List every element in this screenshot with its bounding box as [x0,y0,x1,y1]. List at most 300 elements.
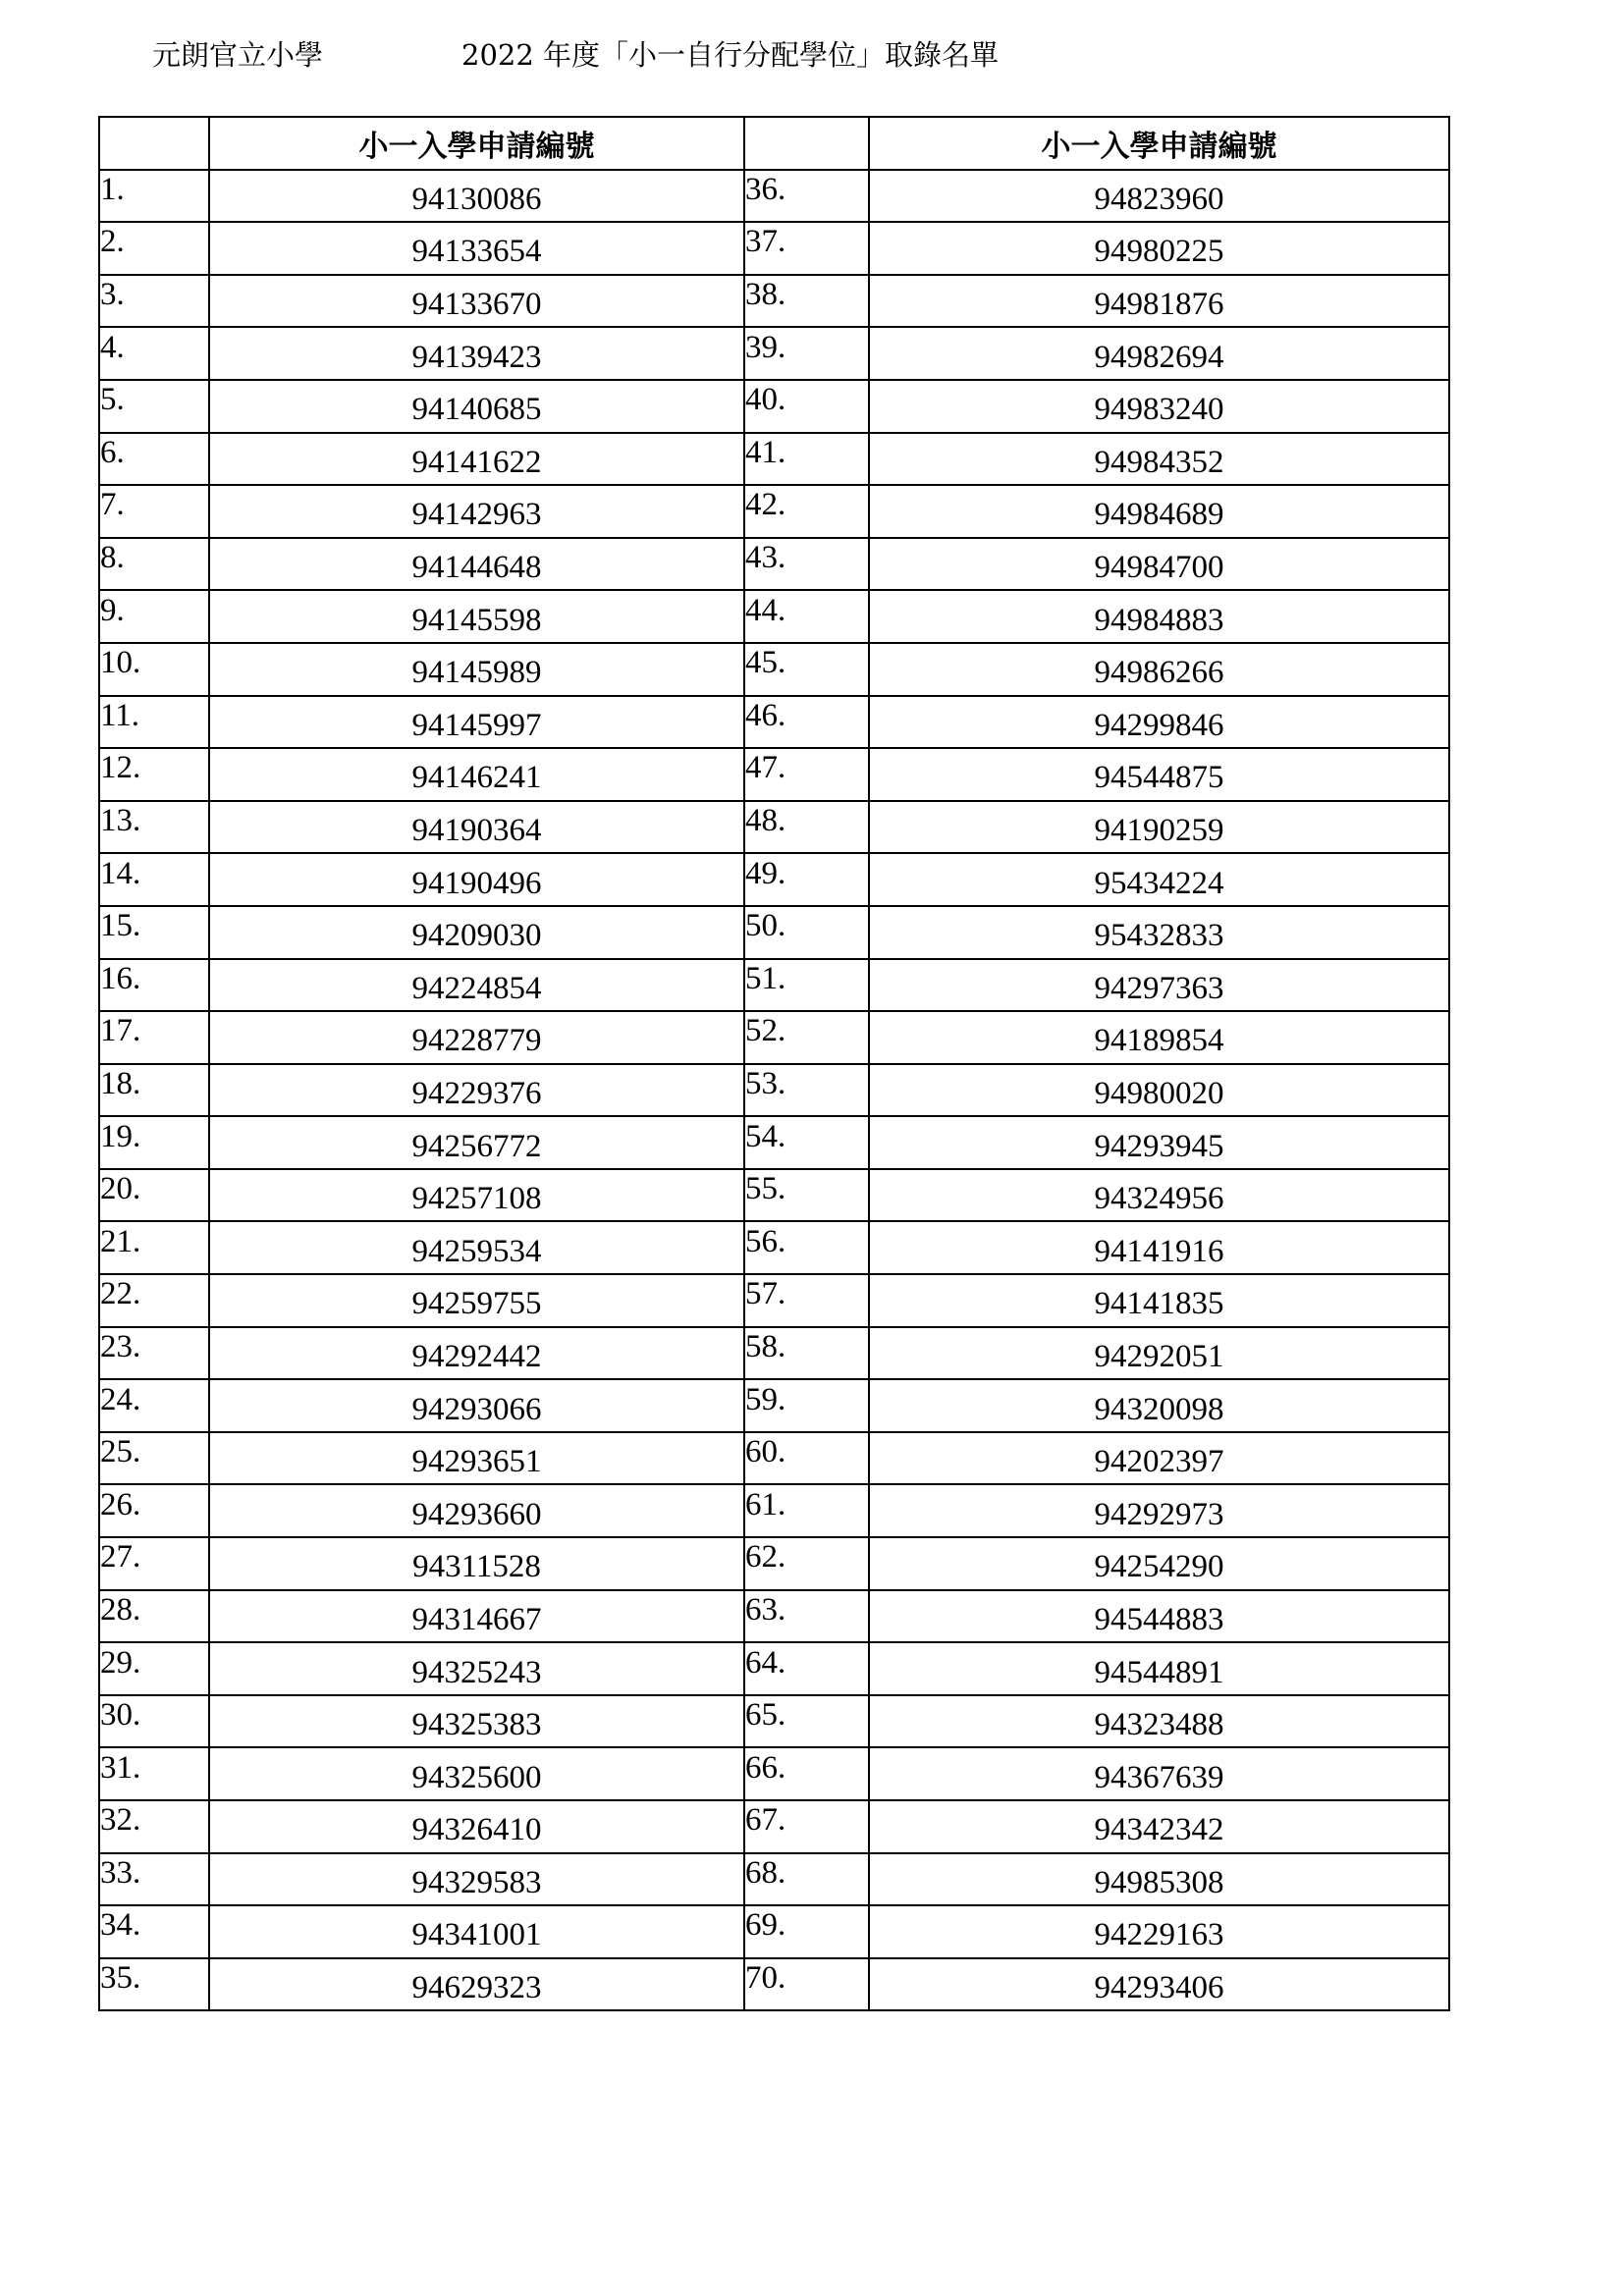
table-row [99,1484,1449,1537]
row-number-cell [99,1747,209,1800]
row-number-cell [744,1905,869,1958]
table-row [99,853,1449,906]
document-title: 2022 年度「小一自行分配學位」取錄名單 [461,38,1000,72]
row-number: 20. [100,1171,141,1207]
application-number-cell [869,1379,1449,1432]
application-number: 94980225 [1094,234,1224,270]
application-number-cell [209,643,744,696]
row-number: 29. [100,1644,141,1681]
application-number: 94983240 [1094,392,1224,428]
row-number-cell [99,748,209,801]
row-number-cell [99,1274,209,1327]
row-number: 54. [745,1118,786,1154]
application-number: 94342342 [1094,1812,1224,1848]
row-number: 42. [745,487,786,523]
row-number-cell [744,1169,869,1222]
table-row [99,643,1449,696]
row-number-cell [744,1274,869,1327]
row-number: 34. [100,1907,141,1944]
row-number-cell [99,275,209,328]
school-name: 元朗官立小學 [152,38,324,72]
application-number-cell [869,1800,1449,1853]
application-number: 94984689 [1094,497,1224,533]
application-number: 94259534 [411,1233,542,1269]
row-number-cell [99,801,209,854]
application-number: 94341001 [411,1917,542,1953]
row-number: 31. [100,1749,141,1786]
table-row [99,1695,1449,1748]
row-number: 36. [745,171,786,207]
application-number: 94141916 [1094,1233,1224,1269]
application-number: 94326410 [411,1812,542,1848]
row-number-cell [99,170,209,223]
application-number: 94297363 [1094,970,1224,1006]
row-number-cell [99,1169,209,1222]
row-number: 35. [100,1960,141,1997]
row-number-cell [744,801,869,854]
row-number-cell [744,1853,869,1906]
application-number-cell [869,748,1449,801]
row-number: 61. [745,1486,786,1522]
table-row [99,1747,1449,1800]
application-number: 94985308 [1094,1864,1224,1900]
application-number-cell [209,485,744,538]
row-number-cell [99,1116,209,1169]
row-number: 70. [745,1960,786,1997]
row-number-cell [99,1379,209,1432]
application-number-cell [869,1064,1449,1117]
application-number: 94202397 [1094,1444,1224,1480]
row-number: 22. [100,1276,141,1312]
application-number: 94139423 [411,339,542,375]
row-number-cell [744,696,869,749]
row-number-cell [99,853,209,906]
row-number: 30. [100,1697,141,1734]
table-body [99,170,1449,2011]
application-number: 94293660 [411,1496,542,1532]
row-number: 48. [745,803,786,839]
application-number: 94257108 [411,1181,542,1217]
column-header: 小一入學申請編號 [209,117,744,170]
row-number: 17. [100,1013,141,1049]
row-number: 28. [100,1591,141,1628]
row-number-cell [744,643,869,696]
table-header-row [99,117,1449,170]
application-number: 94140685 [411,392,542,428]
application-number-cell [209,1484,744,1537]
row-number: 67. [745,1802,786,1839]
row-number: 32. [100,1802,141,1839]
application-number: 94254290 [1094,1549,1224,1585]
table-row [99,959,1449,1012]
row-number: 15. [100,908,141,944]
row-number-cell [744,1379,869,1432]
row-number: 46. [745,697,786,733]
application-number: 94145989 [411,655,542,691]
row-number-cell [99,1327,209,1380]
row-number: 9. [100,592,125,628]
application-number: 94986266 [1094,655,1224,691]
application-number-cell [209,170,744,223]
row-number-cell [744,959,869,1012]
row-number: 47. [745,750,786,786]
row-number: 26. [100,1486,141,1522]
row-number-cell [744,1484,869,1537]
application-number-cell [209,1800,744,1853]
row-number: 56. [745,1223,786,1259]
row-number-cell [99,538,209,591]
row-number: 6. [100,434,125,470]
application-number-cell [209,1327,744,1380]
row-number-cell [99,433,209,486]
row-number-cell [99,906,209,959]
application-number-cell [869,170,1449,223]
application-number-cell [209,1537,744,1590]
application-number-cell [869,590,1449,643]
application-number-cell [869,380,1449,433]
row-number: 13. [100,803,141,839]
application-number-cell [209,538,744,591]
row-number-cell [744,748,869,801]
application-number: 94259755 [411,1286,542,1322]
row-number: 5. [100,382,125,418]
application-number-cell [209,1958,744,2011]
row-number: 39. [745,329,786,365]
application-number: 94293406 [1094,1970,1224,2006]
application-number-cell [869,801,1449,854]
application-number: 94544883 [1094,1601,1224,1637]
row-number-cell [99,590,209,643]
application-number: 94629323 [411,1970,542,2006]
application-number: 94544875 [1094,760,1224,796]
application-number-cell [209,853,744,906]
row-number-cell [744,906,869,959]
table-row [99,748,1449,801]
row-number-cell [99,1905,209,1958]
row-number: 4. [100,329,125,365]
row-number-cell [99,1853,209,1906]
application-number: 94141835 [1094,1286,1224,1322]
row-number-cell [99,1642,209,1695]
application-number: 94314667 [411,1601,542,1637]
row-number: 49. [745,855,786,891]
application-number-cell [209,906,744,959]
table-row [99,222,1449,275]
table-row [99,1642,1449,1695]
row-number-cell [99,1695,209,1748]
application-number-cell [209,1064,744,1117]
row-number-cell [99,222,209,275]
header-index-cell-1 [99,117,209,170]
row-number-cell [744,1537,869,1590]
application-number-cell [869,275,1449,328]
row-number-cell [99,327,209,380]
table-row [99,1221,1449,1274]
row-number: 59. [745,1381,786,1417]
application-number-cell [209,222,744,275]
application-number: 94130086 [411,181,542,217]
application-number-cell [209,1011,744,1064]
application-number-cell [869,1853,1449,1906]
application-number: 94146241 [411,760,542,796]
application-number-cell [209,1221,744,1274]
application-number: 94141622 [411,444,542,480]
row-number: 1. [100,171,125,207]
application-number-cell [869,643,1449,696]
row-number: 38. [745,277,786,313]
header-index-cell-2 [744,117,869,170]
row-number: 62. [745,1539,786,1575]
application-number: 94823960 [1094,181,1224,217]
application-number: 94145997 [411,707,542,743]
application-number: 94224854 [411,970,542,1006]
row-number: 51. [745,960,786,996]
row-number: 10. [100,645,141,681]
application-number: 94145598 [411,602,542,638]
row-number-cell [99,696,209,749]
row-number-cell [744,1590,869,1643]
row-number-cell [99,380,209,433]
table-row [99,1590,1449,1643]
row-number: 52. [745,1013,786,1049]
application-number-cell [869,1116,1449,1169]
table-row [99,1432,1449,1485]
row-number: 65. [745,1697,786,1734]
row-number-cell [744,1011,869,1064]
application-number-cell [869,1747,1449,1800]
application-number-cell [209,1432,744,1485]
application-number-cell [209,1116,744,1169]
row-number-cell [99,485,209,538]
row-number-cell [744,853,869,906]
row-number: 50. [745,908,786,944]
table-row [99,801,1449,854]
row-number-cell [744,538,869,591]
application-number: 94133654 [411,234,542,270]
row-number-cell [744,433,869,486]
application-number-cell [869,433,1449,486]
row-number-cell [744,1327,869,1380]
application-number: 94325600 [411,1759,542,1795]
table-row [99,1905,1449,1958]
row-number: 16. [100,960,141,996]
row-number-cell [99,1484,209,1537]
application-number-cell [869,1537,1449,1590]
application-number: 94293945 [1094,1128,1224,1164]
table-row [99,696,1449,749]
row-number: 55. [745,1171,786,1207]
row-number-cell [744,380,869,433]
row-number: 44. [745,592,786,628]
row-number-cell [99,1537,209,1590]
row-number-cell [99,1064,209,1117]
row-number-cell [99,1590,209,1643]
table-row [99,1853,1449,1906]
application-number-cell [209,380,744,433]
table-row [99,380,1449,433]
application-number: 94311528 [412,1549,541,1585]
application-number-cell [869,1274,1449,1327]
application-number: 94544891 [1094,1654,1224,1690]
row-number: 18. [100,1065,141,1101]
admission-list-table [98,116,1450,2011]
row-number-cell [744,1695,869,1748]
row-number-cell [744,170,869,223]
application-number-cell [209,433,744,486]
application-number-cell [209,1379,744,1432]
table-row [99,1327,1449,1380]
application-number-cell [869,222,1449,275]
application-number: 94190496 [411,865,542,901]
application-number-cell [209,1853,744,1906]
table-row [99,1537,1449,1590]
row-number: 69. [745,1907,786,1944]
row-number-cell [744,327,869,380]
application-number-cell [209,959,744,1012]
application-number-cell [869,1432,1449,1485]
row-number: 24. [100,1381,141,1417]
row-number-cell [99,959,209,1012]
application-number: 94133670 [411,287,542,323]
table-row [99,1274,1449,1327]
application-number: 94984352 [1094,444,1224,480]
application-number: 94256772 [411,1128,542,1164]
row-number-cell [99,1432,209,1485]
row-number: 33. [100,1854,141,1891]
row-number-cell [744,1221,869,1274]
row-number-cell [744,222,869,275]
application-number: 94329583 [411,1864,542,1900]
table-row [99,538,1449,591]
row-number-cell [744,1642,869,1695]
application-number: 95432833 [1094,918,1224,954]
application-number-cell [209,327,744,380]
table-row [99,275,1449,328]
row-number: 7. [100,487,125,523]
table-row [99,590,1449,643]
row-number: 23. [100,1328,141,1364]
application-number: 94142963 [411,497,542,533]
application-number-cell [869,1011,1449,1064]
row-number: 19. [100,1118,141,1154]
application-number: 94325383 [411,1707,542,1743]
application-number: 94981876 [1094,287,1224,323]
table-row [99,1958,1449,2011]
row-number: 12. [100,750,141,786]
application-number-cell [209,1169,744,1222]
row-number: 45. [745,645,786,681]
row-number: 25. [100,1434,141,1470]
row-number-cell [744,1800,869,1853]
application-number-cell [869,538,1449,591]
row-number: 60. [745,1434,786,1470]
table-row [99,906,1449,959]
application-number: 94190259 [1094,813,1224,849]
row-number: 64. [745,1644,786,1681]
row-number-cell [744,1432,869,1485]
table-row [99,433,1449,486]
application-number-cell [209,1905,744,1958]
table-row [99,1800,1449,1853]
application-number: 94980020 [1094,1075,1224,1111]
application-number: 94299846 [1094,707,1224,743]
table-row [99,170,1449,223]
application-number-cell [209,275,744,328]
row-number: 11. [100,697,140,733]
application-number: 94367639 [1094,1759,1224,1795]
row-number-cell [99,1011,209,1064]
row-number-cell [99,1958,209,2011]
row-number-cell [99,643,209,696]
application-number-cell [869,1905,1449,1958]
row-number-cell [744,485,869,538]
application-number: 94323488 [1094,1707,1224,1743]
application-number: 94228779 [411,1023,542,1059]
application-number-cell [209,1642,744,1695]
row-number: 3. [100,277,125,313]
application-number: 94320098 [1094,1391,1224,1427]
row-number-cell [744,1116,869,1169]
application-number-cell [869,1221,1449,1274]
application-number-cell [869,1169,1449,1222]
application-number: 94982694 [1094,339,1224,375]
application-number: 94292973 [1094,1496,1224,1532]
application-number-cell [869,1642,1449,1695]
row-number: 68. [745,1854,786,1891]
row-number: 57. [745,1276,786,1312]
row-number: 53. [745,1065,786,1101]
application-number: 94292051 [1094,1338,1224,1374]
table-row [99,327,1449,380]
application-number-cell [209,696,744,749]
table-row [99,1116,1449,1169]
application-number: 94325243 [411,1654,542,1690]
application-number: 94324956 [1094,1181,1224,1217]
application-number: 94293066 [411,1391,542,1427]
page-header [152,35,1134,75]
row-number-cell [99,1800,209,1853]
application-number-cell [209,801,744,854]
application-number: 94190364 [411,813,542,849]
row-number-cell [744,590,869,643]
application-number-cell [209,1590,744,1643]
application-number-cell [869,327,1449,380]
row-number: 21. [100,1223,141,1259]
application-number: 94984700 [1094,550,1224,586]
row-number: 27. [100,1539,141,1575]
row-number: 40. [745,382,786,418]
application-number-cell [869,485,1449,538]
application-number-cell [209,748,744,801]
row-number-cell [744,275,869,328]
row-number: 43. [745,540,786,576]
application-number: 94984883 [1094,602,1224,638]
application-number-cell [869,1958,1449,2011]
row-number: 2. [100,224,125,260]
application-number-cell [209,1274,744,1327]
table-row [99,485,1449,538]
application-number: 94144648 [411,550,542,586]
row-number-cell [744,1958,869,2011]
application-number-cell [869,1327,1449,1380]
table-row [99,1011,1449,1064]
application-number-cell [869,959,1449,1012]
application-number-cell [869,1695,1449,1748]
row-number: 58. [745,1328,786,1364]
row-number: 63. [745,1591,786,1628]
application-number: 95434224 [1094,865,1224,901]
row-number: 8. [100,540,125,576]
